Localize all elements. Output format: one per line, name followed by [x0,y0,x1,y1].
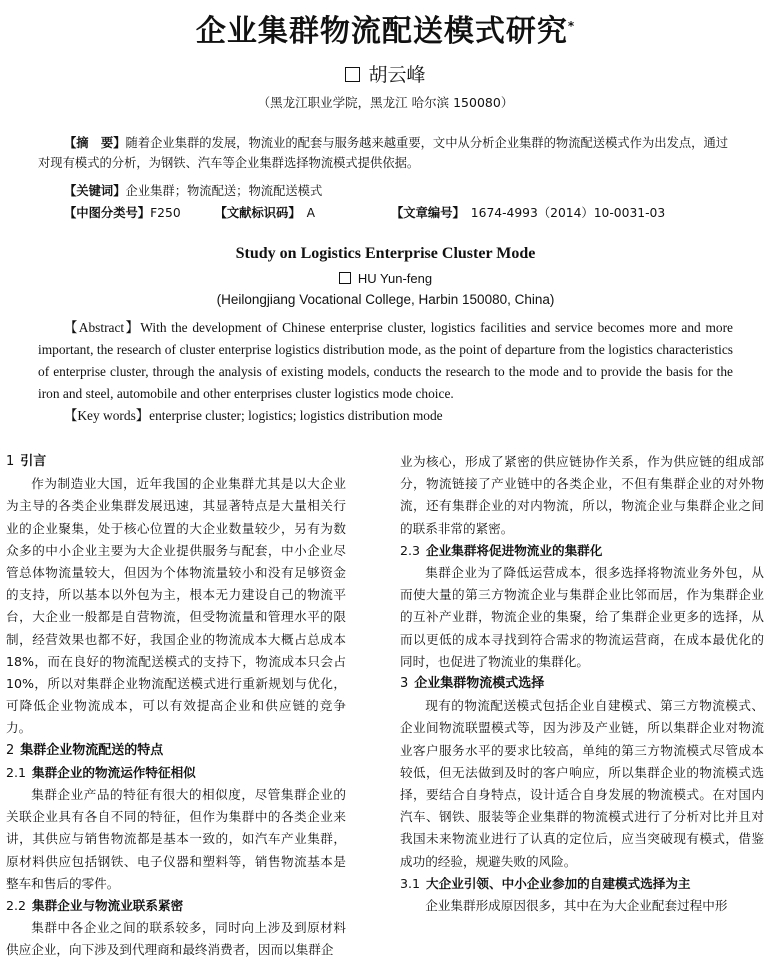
subsection-title: 集群企业与物流业联系紧密 [32,898,184,914]
subsection-heading-3-1 [400,873,764,895]
subsection-title: 大企业引领、中小企业参加的自建模式选择为主 [426,875,691,891]
cn-abstract [38,133,738,173]
paragraph: 集群中各企业之间的联系较多，同时向上涉及到原材料供应企业，向下涉及到代理商和最终消费者，因而以集群企 [6,920,346,958]
section-title: 企业集群物流模式选择 [414,676,545,692]
doc-code-label: 【文献标识码】 [214,206,301,220]
left-column [6,451,346,962]
paragraph: 现有的物流配送模式包括企业自建模式、第三方物流模式、企业间物流联盟模式等，因为涉及产业链，所以集群企业对物流业客户服务水平的要求比较高，单纯的第三方物流模式尽管成本较低，但无法做到及时的客户响应，所以集群企业的物流模式选择，要结合自身特点，设计适合自身发展的物流模式。在对国内汽车、钢铁、服装等企业集群的物流模式进行了分析对比并且对我国未来物流业进行了认真的定位后，应当突破现有模式，借鉴成功的经验，规避失败的风险。 [400,698,764,869]
subsection-title: 集群企业的物流运作特征相似 [32,764,196,780]
en-keywords-label: 【Key words】 [64,408,150,423]
paper-title [0,6,771,50]
cn-keywords-label: 【关键词】 [64,184,126,198]
article-no-label: 【文章编号】 [391,206,465,220]
title-footnote-mark: * [567,19,576,33]
section-number: 3 [400,676,409,692]
en-author-box-icon [339,272,351,284]
en-abstract-label: 【Abstract】 [64,320,141,335]
article-no-value: 1674-4993（2014）10-0031-03 [470,206,666,220]
en-author-line [0,271,771,286]
paragraph-continued: 业为核心，形成了紧密的供应链协作关系，作为供应链的组成部分，物流链接了产业链中的各类企业，不但有集群企业的对外物流，还有集群企业的对内物流，所以，物流企业与集群企业之间的联系非常的紧密。 [400,454,764,536]
section-number: 1 [6,454,15,469]
section-title: 引言 [20,454,47,469]
paragraph: 企业集群形成原因很多，其中在为大企业配套过程中形 [425,898,728,914]
section-heading-2 [6,740,346,762]
en-keywords-text: enterprise cluster; logistics; logistics distribution mode [149,408,443,423]
en-author-name: HU Yun-feng [357,271,433,286]
en-abstract-text: With the development of Chinese enterprise cluster, logistics facilities and service becomes more and more important, the research of cluster enterprise logistics distribution mode, as the point of departure from the logistics characteristics of enterprise cluster, through the analysis of existing models, conducts the research to the mode and to provide the basis for the iron and steel, automobile and other enterprises cluster logistics mode choice. [38,320,733,401]
subsection-heading-2-2 [6,895,346,917]
section-number: 2 [6,742,15,758]
cn-keywords [64,181,764,201]
author-box-icon [345,67,360,82]
subsection-heading-2-1 [6,762,346,784]
clc-label: 【中图分类号】 [64,206,151,220]
en-affiliation: (Heilongjiang Vocational College, Harbin 150080, China) [216,292,555,307]
doc-code-value: A [306,206,316,220]
paragraph: 集群企业产品的特征有很大的相似度，尽管集群企业的关联企业具有各自不同的特征，但作为集群中的各类企业来讲，其供应与销售物流都是基本一致的，如汽车产业集群，原材料供应包括钢铁、电子仪器和塑料等，销售物流基本是整车和售后的零件。 [6,787,346,891]
en-title: Study on Logistics Enterprise Cluster Mode [235,245,536,262]
subsection-heading-2-3 [400,540,764,562]
cn-abstract-label: 【摘 要】 [64,136,126,150]
classification-line [64,203,764,223]
title-text: 企业集群物流配送模式研究 [195,14,568,49]
clc-value: F250 [150,206,181,220]
right-column [400,451,764,917]
paragraph: 集群企业为了降低运营成本，很多选择将物流业务外包，从而使大量的第三方物流企业与集群企业比邻而居，作为集群企业的互补产业群，物流企业的集聚，给了集群企业更多的选择，从而以更低的成本寻找到符合需求的物流运营商，在成本最优化的同时，也促进了物流业的集群化。 [400,565,764,669]
affiliation: （黑龙江职业学院，黑龙江 哈尔滨 150080） [257,95,514,110]
en-keywords [64,405,734,424]
section-heading-1 [6,451,346,473]
section-heading-3 [400,673,764,695]
cn-abstract-text: 随着企业集群的发展，物流业的配套与服务越来越重要，文中从分析企业集群的物流配送模式作为出发点，通过对现有模式的分析，为钢铁、汽车等企业集群选择物流模式提供依据。 [38,136,729,170]
subsection-number: 2.3 [400,542,421,558]
subsection-title: 企业集群将促进物流业的集群化 [426,542,603,558]
subsection-number: 3.1 [400,875,421,891]
en-abstract [38,317,733,405]
section-title: 集群企业物流配送的特点 [20,742,164,758]
cn-keywords-text: 企业集群；物流配送；物流配送模式 [125,184,323,198]
author-line [0,60,771,87]
subsection-number: 2.1 [6,764,27,780]
author-name: 胡云峰 [368,64,426,86]
subsection-number: 2.2 [6,898,27,914]
paragraph: 作为制造业大国，近年我国的企业集群尤其是以大企业为主导的各类企业集群发展迅速，其显著特点是大量相关行业的企业聚集，处于核心位置的大企业数量较少，另有为数众多的中小企业主要为大企业提供服务与配套，中小企业尽管总体物流量较大，但因为个体物流量较小和没有足够资金的支持，所以基本以外包为主，根本无力建设自己的物流平台，大企业一般都是自营物流，但受物流量和管理水平的限制，经营效果也都不好，我国企业的物流成本大概占总成本18%，而在良好的物流配送模式的支持下，物流成本只会占10%，所以对集群企业物流配送模式进行重新规划与优化，可降低企业物流成本，可以有效提高企业和供应链的竞争力。 [6,476,346,736]
